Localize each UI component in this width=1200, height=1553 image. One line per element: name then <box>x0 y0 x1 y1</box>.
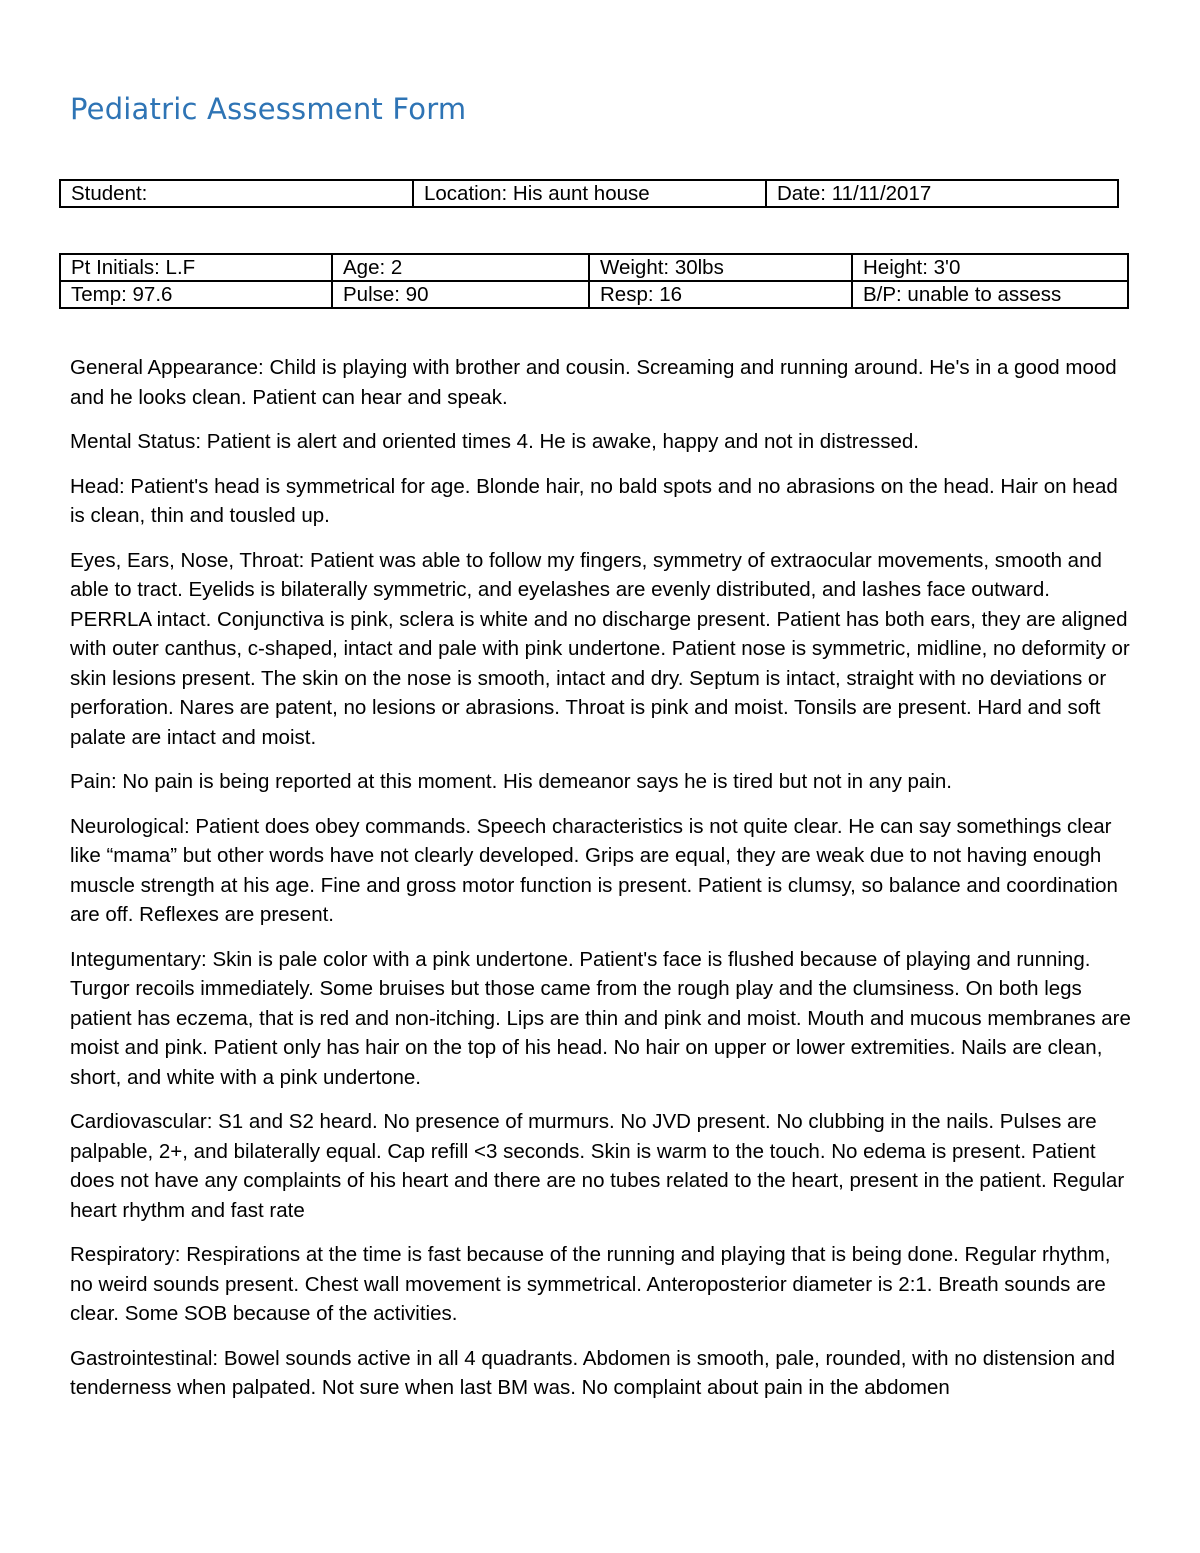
pain-paragraph: Pain: No pain is being reported at this moment. His demeanor says he is tired but not in any pain. <box>70 770 952 793</box>
table-row <box>60 281 1128 308</box>
table-row <box>60 180 1118 207</box>
mental-status-paragraph: Mental Status: Patient is alert and oriented times 4. He is awake, happy and not in distressed. <box>70 430 919 453</box>
student-cell: Student: <box>60 180 413 207</box>
vitals-table <box>59 253 1129 309</box>
height-cell: Height: 3'0 <box>852 254 1128 281</box>
eent-paragraph: Eyes, Ears, Nose, Throat: Patient was able to follow my fingers, symmetry of extraocular movements, smooth and able to tract. Eyelids is bilaterally symmetric, and eyelashes are evenly distributed, and lashes face outward. PERRLA intact. Conjunctiva is pink, sclera is white and no discharge present. Patient has both ears, they are aligned with outer canthus, c-shaped, intact and pale with pink undertone. Patient nose is symmetric, midline, no deformity or skin lesions present. The skin on the nose is smooth, intact and dry. Septum is intact, straight with no deviations or perforation. Nares are patent, no lesions or abrasions. Throat is pink and moist. Tonsils are present. Hard and soft palate are intact and moist. <box>70 548 1130 749</box>
gastrointestinal-paragraph: Gastrointestinal: Bowel sounds active in all 4 quadrants. Abdomen is smooth, pale, rounded, with no distension and tenderness when palpated. Not sure when last BM was. No complaint about pain in the abdomen <box>70 1346 1115 1399</box>
weight-cell: Weight: 30lbs <box>589 254 852 281</box>
respiratory-paragraph: Respiratory: Respirations at the time is fast because of the running and playing that is being done. Regular rhythm, no weird sounds present. Chest wall movement is symmetrical. Anteroposterior diameter is 2:1. Breath sounds are clear. Some SOB because of the activities. <box>70 1243 1111 1325</box>
date-cell: Date: 11/11/2017 <box>766 180 1118 207</box>
cardiovascular-paragraph: Cardiovascular: S1 and S2 heard. No presence of murmurs. No JVD present. No clubbing in the nails. Pulses are palpable, 2+, and bilaterally equal. Cap refill <3 seconds. Skin is warm to the touch. No edema is present. Patient does not have any complaints of his heart and there are no tubes related to the heart, present in the patient. Regular heart rhythm and fast rate <box>70 1110 1125 1222</box>
header-info-table <box>59 179 1119 208</box>
neurological-paragraph: Neurological: Patient does obey commands. Speech characteristics is not quite clear. He can say somethings clear like “mama” but other words have not clearly developed. Grips are equal, they are weak due to not having enough muscle strength at his age. Fine and gross motor function is present. Patient is clumsy, so balance and coordination are off. Reflexes are present. <box>70 814 1118 926</box>
integumentary-paragraph: Integumentary: Skin is pale color with a pink undertone. Patient's face is flushed because of playing and running. Turgor recoils immediately. Some bruises but those came from the rough play and the clumsiness. On both legs patient has eczema, that is red and non-itching. Lips are thin and pink and moist. Mouth and mucous membranes are moist and pink. Patient only has hair on the top of his head. No hair on upper or lower extremities. Nails are clean, short, and white with a pink undertone. <box>70 947 1131 1089</box>
age-cell: Age: 2 <box>332 254 589 281</box>
pt-initials-cell: Pt Initials: L.F <box>60 254 332 281</box>
location-cell: Location: His aunt house <box>413 180 766 207</box>
resp-cell: Resp: 16 <box>589 281 852 308</box>
general-appearance-paragraph: General Appearance: Child is playing with brother and cousin. Screaming and running around. He's in a good mood and he looks clean. Patient can hear and speak. <box>70 356 1117 409</box>
page-title: Pediatric Assessment Form <box>70 92 467 126</box>
bp-cell: B/P: unable to assess <box>852 281 1128 308</box>
temp-cell: Temp: 97.6 <box>60 281 332 308</box>
assessment-body <box>70 353 1132 1418</box>
table-row <box>60 254 1128 281</box>
head-paragraph: Head: Patient's head is symmetrical for age. Blonde hair, no bald spots and no abrasions on the head. Hair on head is clean, thin and tousled up. <box>70 474 1118 527</box>
pulse-cell: Pulse: 90 <box>332 281 589 308</box>
